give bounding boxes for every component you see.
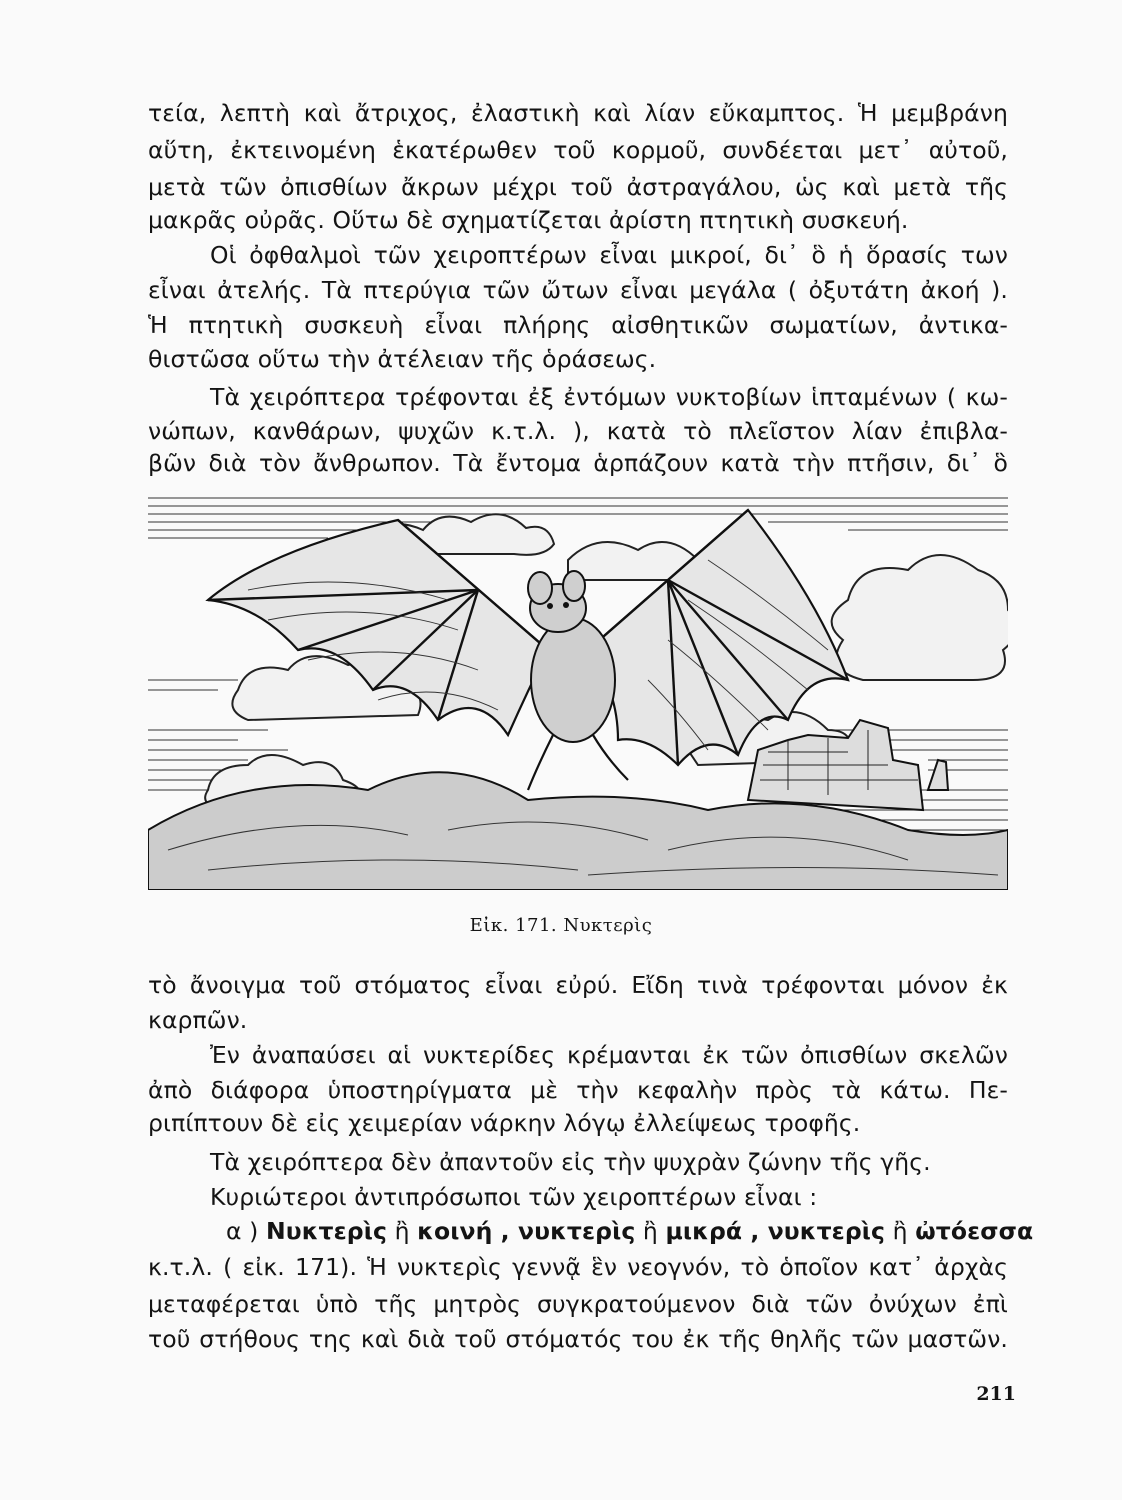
text-line: εἶναι ἀτελής. Τὰ πτερύγια τῶν ὤτων εἶναι μεγάλα ( ὀξυτάτη ἀκοή ). bbox=[148, 276, 1008, 304]
text-line: τοῦ στήθους της καὶ διὰ τοῦ στόματός του ἐκ τῆς θηλῆς τῶν μαστῶν. bbox=[148, 1325, 1008, 1353]
text-line: Κυριώτεροι ἀντιπρόσωποι τῶν χειροπτέρων εἶναι : bbox=[210, 1183, 818, 1211]
text-line: θιστῶσα οὕτω τὴν ἀτέλειαν τῆς ὁράσεως. bbox=[148, 345, 657, 373]
text-line: κ.τ.λ. ( εἰκ. 171). Ἡ νυκτερὶς γεννᾷ ἓν νεογνόν, τὸ ὁποῖον κατ᾽ ἀρχὰς bbox=[148, 1253, 1008, 1281]
species-name: Νυκτερὶς bbox=[266, 1217, 388, 1245]
text-line: τεία, λεπτὴ καὶ ἄτριχος, ἐλαστικὴ καὶ λίαν εὔκαμπτος. Ἡ μεμβράνη bbox=[148, 99, 1008, 127]
text-line: Τὰ χειρόπτερα τρέφονται ἐξ ἐντόμων νυκτοβίων ἱπταμένων ( κω- bbox=[210, 383, 1008, 411]
text-line: ριπίπτουν δὲ εἰς χειμερίαν νάρκην λόγῳ ἐλλείψεως τροφῆς. bbox=[148, 1109, 861, 1137]
conjunction: ἢ bbox=[635, 1217, 666, 1245]
text-line: ἀπὸ διάφορα ὑποστηρίγματα μὲ τὴν κεφαλὴν πρὸς τὰ κάτω. Πε- bbox=[148, 1076, 1008, 1104]
species-name: κοινή , νυκτερὶς bbox=[417, 1217, 636, 1245]
text-line: Τὰ χειρόπτερα δὲν ἀπαντοῦν εἰς τὴν ψυχρὰν ζώνην τῆς γῆς. bbox=[210, 1148, 931, 1176]
text-line: μεταφέρεται ὑπὸ τῆς μητρὸς συγκρατούμενον διὰ τῶν ὀνύχων ἐπὶ bbox=[148, 1290, 1008, 1318]
text-line: καρπῶν. bbox=[148, 1006, 248, 1034]
text-line: βῶν διὰ τὸν ἄνθρωπον. Τὰ ἔντομα ἁρπάζουν κατὰ τὴν πτῆσιν, δι᾽ ὃ bbox=[148, 449, 1008, 477]
bat-illustration bbox=[148, 490, 1008, 890]
text-line: αὕτη, ἐκτεινομένη ἑκατέρωθεν τοῦ κορμοῦ, συνδέεται μετ᾽ αὐτοῦ, bbox=[148, 136, 1008, 164]
text-line: μετὰ τῶν ὀπισθίων ἄκρων μέχρι τοῦ ἀστραγάλου, ὡς καὶ μετὰ τῆς bbox=[148, 173, 1008, 201]
species-name: μικρά , νυκτερὶς bbox=[665, 1217, 886, 1245]
text-line: Ἐν ἀναπαύσει αἱ νυκτερίδες κρέμανται ἐκ τῶν ὀπισθίων σκελῶν bbox=[210, 1041, 1008, 1069]
species-line bbox=[148, 1214, 1034, 1248]
text-line: τὸ ἄνοιγμα τοῦ στόματος εἶναι εὐρύ. Εἴδη τινὰ τρέφονται μόνον ἐκ bbox=[148, 971, 1008, 999]
text-line: νώπων, κανθάρων, ψυχῶν κ.τ.λ. ), κατὰ τὸ πλεῖστον λίαν ἐπιβλα- bbox=[148, 417, 1008, 445]
item-prefix: α ) bbox=[226, 1217, 266, 1245]
text-line: Οἱ ὀφθαλμοὶ τῶν χειροπτέρων εἶναι μικροί, δι᾽ ὃ ἡ ὅρασίς των bbox=[210, 241, 1008, 269]
conjunction: ἢ bbox=[885, 1217, 916, 1245]
text-line: μακρᾶς οὐρᾶς. Οὕτω δὲ σχηματίζεται ἀρίστη πτητικὴ συσκευή. bbox=[148, 206, 909, 234]
page-number: 211 bbox=[976, 1383, 1016, 1405]
conjunction: ἢ bbox=[387, 1217, 418, 1245]
figure-caption: Εἰκ. 171. Νυκτερὶς bbox=[469, 915, 653, 936]
text-line: Ἡ πτητικὴ συσκευὴ εἶναι πλήρης αἰσθητικῶν σωματίων, ἀντικα- bbox=[148, 311, 1008, 339]
species-name: ὠτόεσσα bbox=[915, 1217, 1034, 1245]
